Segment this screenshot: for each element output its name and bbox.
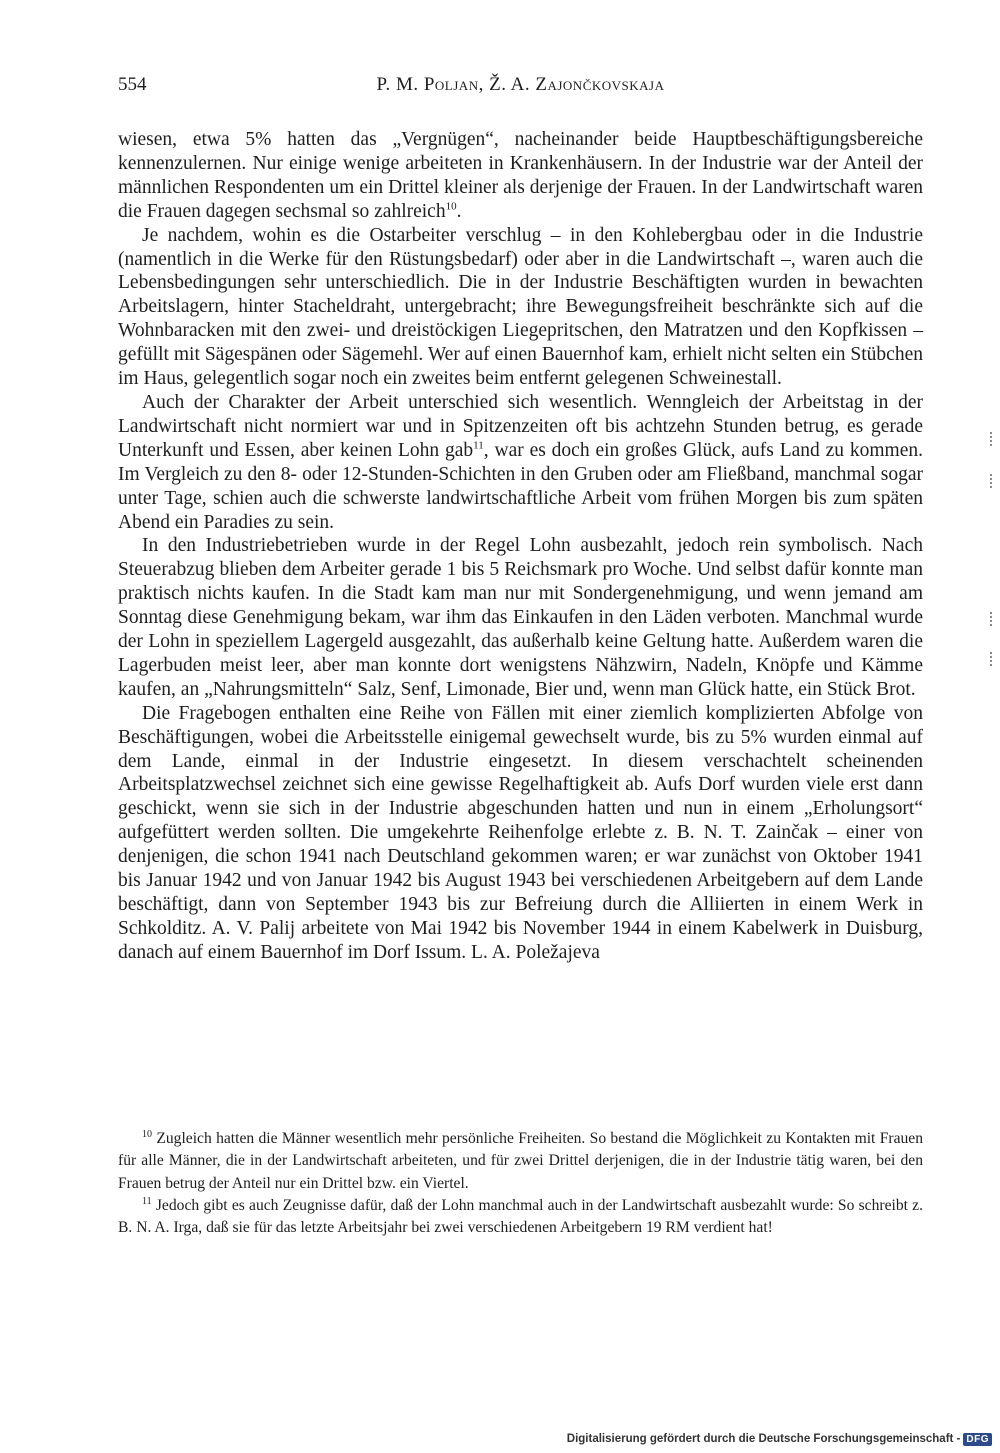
footnote-reference[interactable]: 11 (473, 439, 484, 452)
margin-mark (990, 474, 994, 488)
margin-mark (990, 432, 994, 446)
running-head: P. M. Poljan, Ž. A. Zajončkovskaja (376, 74, 665, 95)
footnote-reference[interactable]: 10 (445, 200, 457, 213)
footnote: $^{11}$ Jedoch gibt es auch Zeugnisse dafür, daß der Lohn manchmal auch in der Landwirtschaft ausbezahlt wurde: So schreibt z. B. N. A. Irga, daß sie für das letzte Arbeitsjahr bei zwei verschiedenen Arbeitgebern 19 RM verdient hat! (118, 1195, 923, 1237)
paragraph: Auch der Charakter der Arbeit unterschied sich wesentlich. Wenngleich der Arbeitstag in der Landwirtschaft nicht normiert war und in Spitzenzeiten oft bis achtzehn Stunden betrug, es gerade Unterkunft und Essen, aber keinen Lohn gab$^{11}$, war es doch ein großes Glück, aufs Land zu kommen. Im Vergleich zu den 8- oder 12-Stunden-Schichten in den Gruben oder am Fließband, manchmal sogar unter Tage, schien auch die schwerste landwirtschaftliche Arbeit vom frühen Morgen bis zum späten Abend ein Paradies zu sein. (118, 391, 923, 533)
paragraph: In den Industriebetrieben wurde in der Regel Lohn ausbezahlt, jedoch rein symbolisch. Nach Steuerabzug blieben dem Arbeiter gerade 1 bis 5 Reichsmark pro Woche. Und selbst dafür konnte man praktisch nichts kaufen. In die Stadt kam man nur mit Sondergenehmigung, und wenn jemand am Sonntag diese Genehmigung bekam, war ihm das Einkaufen in den Läden verboten. Manchmal wurde der Lohn in speziellem Lagergeld ausgezahlt, das außerhalb keine Geltung hatte. Außerdem waren die Lagerbuden meist leer, aber man konnte dort wenigstens Nähzwirn, Nadeln, Knöpfe und Kämme kaufen, an „Nahrungsmitteln“ Salz, Senf, Limonade, Bier und, wenn man Glück hatte, ein Stück Brot. (118, 535, 923, 700)
footnote-mark: 11 (142, 1195, 152, 1207)
paragraph: Die Fragebogen enthalten eine Reihe von Fällen mit einer ziemlich komplizierten Abfolge von Beschäftigungen, wobei die Arbeitsstelle einigemal gewechselt wurde, bis zu 5% wurden einmal auf dem Lande, einmal in der Industrie eingesetzt. In diesem verschachtelt scheinenden Arbeitsplatzwechsel zeichnet sich eine gewisse Regelhaftigkeit ab. Aufs Dorf wurden viele erst dann geschickt, wenn sie sich in der Industrie abgeschunden hatten und nun in einem „Erholungsort“ aufgefüttert werden sollten. Die umgekehrte Reihenfolge erlebte z. B. N. T. Zainčak – einer von denjenigen, die schon 1941 nach Deutschland gekommen waren; er war zunächst von Oktober 1941 bis Januar 1942 und von Januar 1942 bis August 1943 bei verschiedenen Arbeitgebern auf dem Lande beschäftigt, dann von September 1943 bis zur Befreiung durch die Alliierten in einem Werk in Schkolditz. A. V. Palij arbeitete von Mai 1942 bis November 1944 in einem Kabelwerk in Duisburg, danach auf einem Bauernhof im Dorf Issum. L. A. Poležajeva (118, 702, 923, 963)
margin-mark (990, 612, 994, 626)
footnote: $^{10}$ Zugleich hatten die Männer wesentlich mehr persönliche Freiheiten. So bestand die Möglichkeit zu Kontakten mit Frauen für alle Männer, die in der Landwirtschaft arbeiteten, und für zwei Drittel derjenigen, die in der Industrie tätig waren, bei den Frauen betrug der Anteil nur ein Drittel bzw. ein Viertel. (118, 1128, 923, 1192)
footer-text: Digitalisierung gefördert durch die Deutsche Forschungsgemeinschaft - (566, 1433, 961, 1445)
dfg-logo: DFG (963, 1433, 992, 1446)
paragraph: wiesen, etwa 5% hatten das „Vergnügen“, nacheinander beide Hauptbeschäftigungsbereiche kennenzulernen. Nur einige wenige arbeiteten in Krankenhäusern. In der Industrie war der Anteil der männlichen Respondenten um ein Drittel kleiner als derjenige der Frauen. In der Landwirtschaft waren die Frauen dagegen sechsmal so zahlreich$^{10}$. (118, 129, 923, 222)
scan-margin-marks (986, 0, 998, 1453)
margin-mark (990, 652, 994, 666)
page-number: 554 (118, 74, 147, 95)
footnotes (118, 1128, 923, 1239)
footnote-mark: 10 (142, 1128, 152, 1140)
body-text (118, 128, 923, 965)
paragraph: Je nachdem, wohin es die Ostarbeiter verschlug – in den Kohlebergbau oder in die Industrie (namentlich in die Werke für den Rüstungsbedarf) oder aber in die Landwirtschaft –, waren auch die Lebensbedingungen sehr unterschiedlich. Die in der Industrie Beschäftigten wurden in bewachten Arbeitslagern, hinter Stacheldraht, untergebracht; ihre Bewegungsfreiheit beschränkte sich auf die Wohnbaracken mit den zwei- und dreistöckigen Liegepritschen, den Matratzen und den Kopfkissen – gefüllt mit Sägespänen oder Sägemehl. Wer auf einen Bauernhof kam, erhielt nicht selten ein Stübchen im Haus, gelegentlich sogar noch ein zweites beim entfernt gelegenen Schweinestall. (118, 224, 923, 390)
digitization-footer (567, 1431, 992, 1447)
page-header (118, 74, 923, 104)
